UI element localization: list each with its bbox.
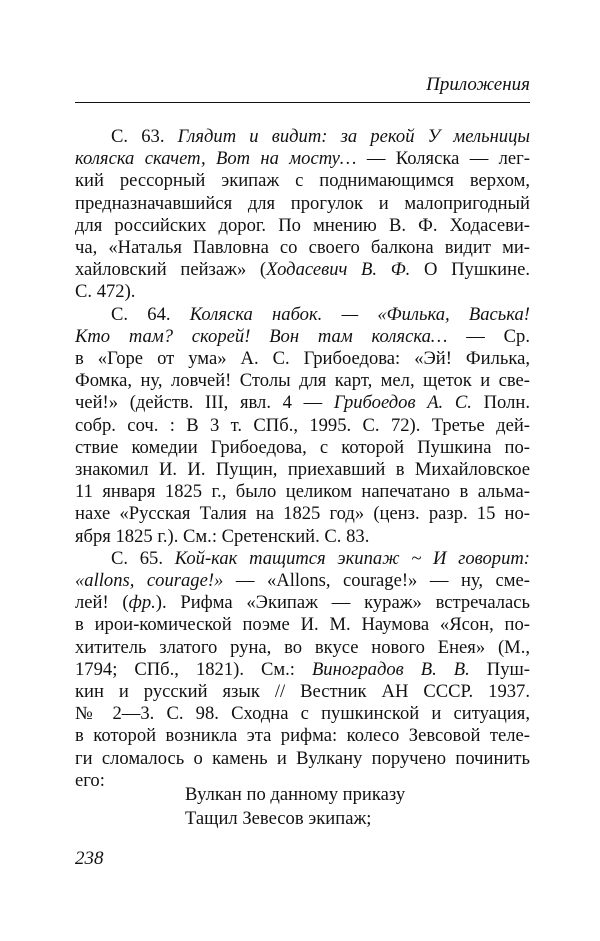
text-line: 11 января 1825 г., было целиком напечатано в альма- — [75, 481, 530, 503]
text-line: его: — [75, 769, 105, 791]
text-line: ча, «Наталья Павловна со своего балкона видит ми- — [75, 237, 530, 259]
verse-line: Тащил Зевесов экипаж; — [185, 808, 372, 829]
text-line: коляска скачет, Вот на мосту… — Коляска — лег- — [75, 148, 530, 170]
text-line: лей! (фр.). Рифма «Экипаж — кураж» встречалась — [75, 592, 530, 614]
text-line: в которой возникла эта рифма: колесо Зевсовой теле- — [75, 725, 530, 747]
text-line: С. 63. Глядит и видит: за рекой У мельницы — [111, 126, 530, 147]
text-line: ября 1825 г.). См.: Сретенский. С. 83. — [75, 525, 370, 547]
text-line: чей!» (действ. III, явл. 4 — Грибоедов А. С. Полн. — [75, 392, 530, 414]
text-line: С. 64. Коляска набок. — «Филька, Васька! — [111, 303, 530, 325]
text-line: в ирои-комической поэме И. М. Наумова «Ясон, по- — [75, 614, 530, 636]
text-line: в «Горе от ума» А. С. Грибоедова: «Эй! Филька, — [75, 348, 530, 370]
text-line: знакомил И. И. Пущин, приехавший в Михайловское — [75, 459, 530, 481]
text-line: № 2—3. С. 98. Сходна с пушкинской и ситуация, — [75, 703, 530, 725]
text-line: ствие комедии Грибоедова, с которой Пушкина по- — [75, 436, 530, 458]
text-line: С. 472). — [75, 281, 136, 303]
text-line: собр. соч. : В 3 т. СПб., 1995. С. 72). Третье дей- — [75, 414, 530, 436]
header-rule — [75, 102, 530, 103]
text-line: кин и русский язык // Вестник АН СССР. 1937. — [75, 681, 530, 703]
commentary-text — [75, 126, 530, 792]
text-line: для российских дорог. По мнению В. Ф. Ходасеви- — [75, 214, 530, 236]
text-line: кий рессорный экипаж с поднимающимся верхом, — [75, 170, 530, 192]
text-line: ги сломалось о камень и Вулкану поручено починить — [75, 747, 530, 769]
text-line: нахе «Русская Талия на 1825 год» (ценз. разр. 15 но- — [75, 503, 530, 525]
text-line: предназначавшийся для прогулок и малопригодный — [75, 192, 530, 214]
running-head: Приложения — [426, 74, 530, 95]
text-line: хайловский пейзаж» (Ходасевич В. Ф. О Пушкине. — [75, 259, 530, 281]
text-line: «allons, courage!» — «Allons, courage!» — ну, сме- — [75, 570, 530, 592]
page-number: 238 — [75, 848, 104, 869]
text-line: Кто там? скорей! Вон там коляска… — Ср. — [75, 325, 530, 347]
text-line: хититель златого руна, во вкусе нового Енея» (М., — [75, 636, 530, 658]
verse-quote — [185, 783, 405, 831]
text-line: С. 65. Кой-как тащится экипаж ~ И говорит: — [111, 547, 530, 569]
text-line: Фомка, ну, ловчей! Столы для карт, мел, щеток и све- — [75, 370, 530, 392]
verse-line: Вулкан по данному приказу — [185, 784, 406, 805]
text-line: 1794; СПб., 1821). См.: Виноградов В. В. Пуш- — [75, 658, 530, 680]
